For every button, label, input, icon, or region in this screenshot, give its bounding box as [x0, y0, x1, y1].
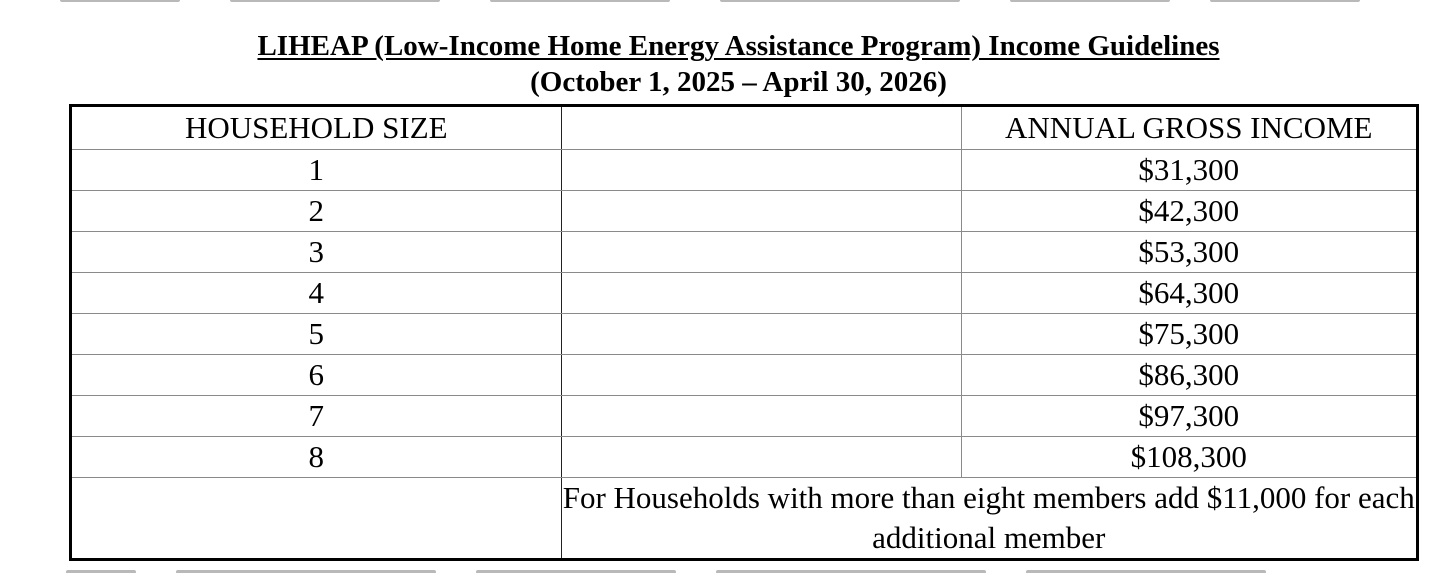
table-row	[72, 273, 1416, 314]
blank-cell	[72, 478, 561, 559]
additional-member-note: For Households with more than eight members add $11,000 for each additional member	[561, 478, 1416, 559]
household-size-cell: 4	[72, 273, 561, 314]
table-row	[72, 314, 1416, 355]
income-guidelines-table-frame	[69, 104, 1419, 561]
household-size-cell: 8	[72, 437, 561, 478]
blank-cell	[561, 191, 961, 232]
table-row	[72, 150, 1416, 191]
income-cell: $42,300	[961, 191, 1416, 232]
income-cell: $31,300	[961, 150, 1416, 191]
income-cell: $108,300	[961, 437, 1416, 478]
blank-cell	[561, 232, 961, 273]
table-row	[72, 396, 1416, 437]
blank-cell	[561, 355, 961, 396]
blank-cell	[561, 437, 961, 478]
table-row	[72, 437, 1416, 478]
income-cell: $86,300	[961, 355, 1416, 396]
table-footer-row	[72, 478, 1416, 559]
household-size-cell: 1	[72, 150, 561, 191]
eligibility-period: (October 1, 2025 – April 30, 2026)	[530, 66, 947, 98]
income-cell: $75,300	[961, 314, 1416, 355]
blank-cell	[561, 396, 961, 437]
column-header-annual-income: ANNUAL GROSS INCOME	[961, 107, 1416, 150]
household-size-cell: 5	[72, 314, 561, 355]
blank-cell	[561, 150, 961, 191]
table-row	[72, 191, 1416, 232]
income-guidelines-table	[72, 107, 1416, 558]
household-size-cell: 6	[72, 355, 561, 396]
income-cell: $97,300	[961, 396, 1416, 437]
document-heading	[0, 28, 1440, 100]
household-size-cell: 2	[72, 191, 561, 232]
cut-off-following-text	[66, 567, 1336, 573]
column-header-household-size: HOUSEHOLD SIZE	[72, 107, 561, 150]
blank-cell	[561, 314, 961, 355]
table-row	[72, 232, 1416, 273]
table-header-row	[72, 107, 1416, 150]
table-row	[72, 355, 1416, 396]
page-title: LIHEAP (Low-Income Home Energy Assistance Program) Income Guidelines	[257, 30, 1220, 62]
blank-cell	[561, 273, 961, 314]
income-cell: $64,300	[961, 273, 1416, 314]
column-header-blank	[561, 107, 961, 150]
household-size-cell: 7	[72, 396, 561, 437]
income-cell: $53,300	[961, 232, 1416, 273]
household-size-cell: 3	[72, 232, 561, 273]
cut-off-preceding-text	[60, 0, 1380, 4]
